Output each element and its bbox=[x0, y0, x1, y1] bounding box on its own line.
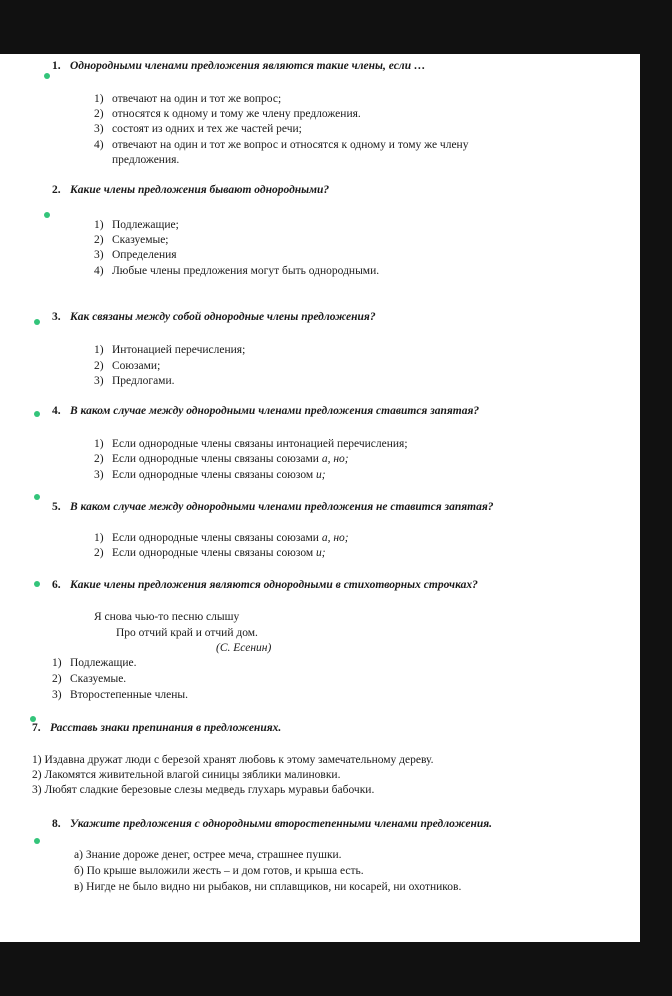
bullet-marker bbox=[44, 212, 50, 218]
option-continuation bbox=[112, 153, 179, 167]
option-text: Если однородные члены связаны союзами bbox=[112, 532, 319, 544]
option-number: б) bbox=[74, 865, 84, 877]
option-conjunctions: и; bbox=[316, 547, 326, 559]
option-number: 2) bbox=[94, 360, 104, 372]
option bbox=[74, 864, 364, 878]
option-number: 1) bbox=[52, 657, 62, 669]
question-2 bbox=[52, 183, 329, 197]
option-number: 2) bbox=[94, 547, 104, 559]
question-number: 4. bbox=[52, 405, 61, 417]
poem-line bbox=[94, 610, 239, 624]
option-number: 3) bbox=[94, 249, 104, 261]
question-1 bbox=[52, 59, 425, 73]
option-number: 1) bbox=[94, 219, 104, 231]
option-number: а) bbox=[74, 849, 83, 861]
question-text: В каком случае между однородными членами предложения ставится запятая? bbox=[70, 405, 480, 417]
option-text: Подлежащие. bbox=[70, 657, 137, 669]
option-text: Любые члены предложения могут быть однородными. bbox=[112, 265, 380, 277]
option bbox=[94, 233, 169, 247]
option-text: Любят сладкие березовые слезы медведь глухарь муравьи бабочки. bbox=[44, 784, 375, 796]
question-text: Как связаны между собой однородные члены предложения? bbox=[70, 311, 376, 323]
option bbox=[94, 248, 177, 262]
poem-author bbox=[216, 641, 271, 655]
option bbox=[94, 264, 379, 278]
question-4 bbox=[52, 404, 479, 418]
option-text: отвечают на один и тот же вопрос; bbox=[112, 93, 282, 105]
option-text: Интонацией перечисления; bbox=[112, 344, 246, 356]
option-text: Если однородные члены связаны союзом bbox=[112, 469, 314, 481]
option-number: 1) bbox=[94, 344, 104, 356]
option bbox=[94, 437, 408, 451]
option bbox=[94, 218, 179, 232]
option-text: Если однородные члены связаны союзом bbox=[112, 547, 314, 559]
option bbox=[94, 92, 281, 106]
option bbox=[94, 452, 349, 466]
question-text: В каком случае между однородными членами предложения не ставится запятая? bbox=[70, 501, 494, 513]
question-number: 6. bbox=[52, 579, 61, 591]
option bbox=[52, 688, 188, 702]
poem-line bbox=[116, 626, 258, 640]
option-text: Сказуемые; bbox=[112, 234, 169, 246]
question-number: 3. bbox=[52, 311, 61, 323]
option-number: 2) bbox=[94, 108, 104, 120]
question-6 bbox=[52, 578, 478, 592]
option-text: Издавна дружат люди с березой хранят любовь к этому замечательному дереву. bbox=[44, 754, 434, 766]
option bbox=[94, 374, 174, 388]
option-conjunctions: и; bbox=[316, 469, 326, 481]
option-text: Лакомятся живительной влагой синицы зяблики малиновки. bbox=[44, 769, 341, 781]
option-text: Нигде не было видно ни рыбаков, ни сплавщиков, ни косарей, ни охотников. bbox=[86, 881, 462, 893]
option-number: 1) bbox=[94, 532, 104, 544]
option bbox=[32, 753, 433, 767]
option-conjunctions: а, но; bbox=[321, 453, 349, 465]
bullet-marker bbox=[34, 838, 40, 844]
question-3 bbox=[52, 310, 376, 324]
option-text: относятся к одному и тому же члену предложения. bbox=[112, 108, 361, 120]
question-number: 1. bbox=[52, 60, 61, 72]
question-number: 2. bbox=[52, 184, 61, 196]
bullet-marker bbox=[34, 581, 40, 587]
option-number: 3) bbox=[94, 375, 104, 387]
option-text: Если однородные члены связаны интонацией перечисления; bbox=[112, 438, 408, 450]
option-number: 4) bbox=[94, 265, 104, 277]
option-number: 3) bbox=[52, 689, 62, 701]
option-number: 3) bbox=[94, 123, 104, 135]
option-text: отвечают на один и тот же вопрос и относятся к одному и тому же члену bbox=[112, 139, 469, 151]
option-text: Если однородные члены связаны союзами bbox=[112, 453, 319, 465]
option-number: в) bbox=[74, 881, 84, 893]
option-number: 1) bbox=[32, 754, 42, 766]
option-text: По крыше выложили жесть – и дом готов, и крыша есть. bbox=[86, 865, 364, 877]
poem-text: Я снова чью-то песню слышу bbox=[94, 611, 240, 623]
option bbox=[74, 880, 461, 894]
author-text: (С. Есенин) bbox=[216, 642, 272, 654]
option-number: 4) bbox=[94, 139, 104, 151]
option bbox=[94, 343, 245, 357]
option bbox=[32, 783, 374, 797]
option bbox=[52, 672, 126, 686]
option-number: 2) bbox=[94, 453, 104, 465]
option bbox=[94, 107, 361, 121]
question-5 bbox=[52, 500, 494, 514]
question-text: Какие члены предложения являются однородными в стихотворных строчках? bbox=[70, 579, 478, 591]
question-text: Укажите предложения с однородными второстепенными членами предложения. bbox=[70, 818, 493, 830]
option-text: Союзами; bbox=[112, 360, 161, 372]
question-number: 8. bbox=[52, 818, 61, 830]
question-number: 7. bbox=[32, 722, 41, 734]
option-number: 1) bbox=[94, 438, 104, 450]
option bbox=[94, 138, 468, 152]
option bbox=[52, 656, 136, 670]
question-number: 5. bbox=[52, 501, 61, 513]
bullet-marker bbox=[34, 319, 40, 325]
bullet-marker bbox=[34, 494, 40, 500]
option-text: Знание дороже денег, острее меча, страшнее пушки. bbox=[85, 849, 342, 861]
bullet-marker bbox=[44, 73, 50, 79]
document-page bbox=[0, 54, 640, 942]
option bbox=[94, 531, 349, 545]
question-text: Какие члены предложения бывают однородными? bbox=[70, 184, 330, 196]
question-7 bbox=[32, 721, 281, 735]
option-text: Определения bbox=[112, 249, 177, 261]
bullet-marker bbox=[34, 411, 40, 417]
option-text: Сказуемые. bbox=[70, 673, 127, 685]
option-conjunctions: а, но; bbox=[321, 532, 349, 544]
option bbox=[94, 468, 326, 482]
option-number: 3) bbox=[94, 469, 104, 481]
option-text: Предлогами. bbox=[112, 375, 175, 387]
option-text: предложения. bbox=[112, 154, 180, 166]
option-number: 3) bbox=[32, 784, 42, 796]
option bbox=[94, 122, 302, 136]
option bbox=[32, 768, 340, 782]
question-text: Расставь знаки препинания в предложениях. bbox=[50, 722, 282, 734]
question-text: Однородными членами предложения являются такие члены, если … bbox=[70, 60, 426, 72]
option-number: 2) bbox=[94, 234, 104, 246]
option bbox=[74, 848, 342, 862]
option bbox=[94, 546, 326, 560]
option-text: состоят из одних и тех же частей речи; bbox=[112, 123, 302, 135]
option bbox=[94, 359, 160, 373]
option-number: 1) bbox=[94, 93, 104, 105]
option-text: Второстепенные члены. bbox=[70, 689, 188, 701]
poem-text: Про отчий край и отчий дом. bbox=[116, 627, 258, 639]
option-number: 2) bbox=[32, 769, 42, 781]
option-text: Подлежащие; bbox=[112, 219, 179, 231]
question-8 bbox=[52, 817, 492, 831]
option-number: 2) bbox=[52, 673, 62, 685]
